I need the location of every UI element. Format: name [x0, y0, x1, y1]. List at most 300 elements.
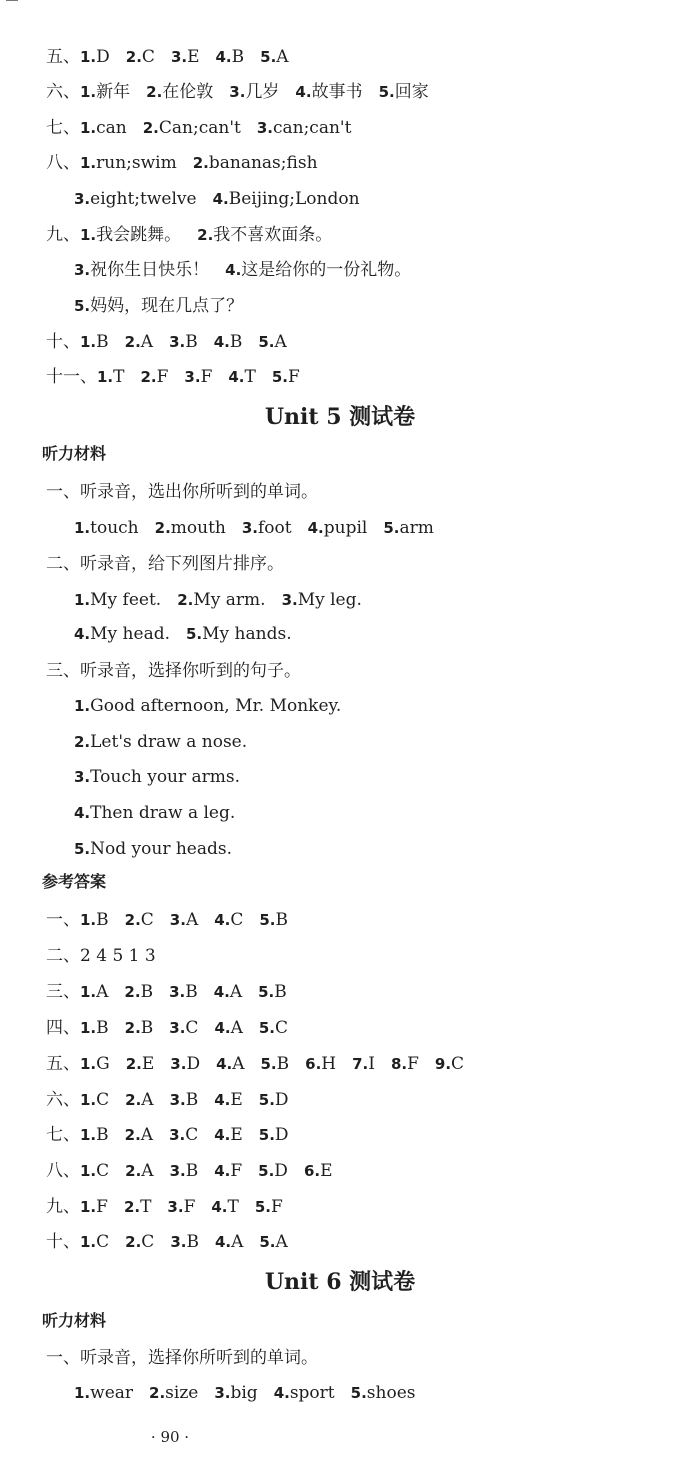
answer-item: [169, 327, 198, 357]
item-number: 4.: [307, 519, 324, 537]
answer-item: [125, 1120, 153, 1150]
answer-item: [80, 148, 177, 178]
listening-question: 一、听录音，选择你所听到的单词。: [46, 1348, 318, 1368]
item-number: 4.: [74, 625, 91, 643]
listening-question: 一、听录音，选出你所听到的单词。: [46, 482, 318, 502]
item-answer: C: [96, 1232, 110, 1252]
item-answer: B: [274, 982, 287, 1002]
item-answer: shoes: [366, 1383, 416, 1403]
unit6-title: Unit 6 测试卷: [264, 1269, 416, 1295]
item-answer: touch: [90, 518, 139, 538]
answer-item: [80, 77, 130, 107]
answer-item: [255, 1192, 283, 1222]
item-answer: B: [96, 1125, 109, 1145]
answer-item: [125, 905, 154, 935]
item-number: 5.: [383, 519, 400, 537]
answer-item: [74, 619, 170, 649]
item-number: 4.: [214, 1126, 231, 1144]
item-number: 1.: [80, 226, 97, 244]
item-number: 2.: [149, 1384, 166, 1402]
item-number: 3.: [241, 519, 259, 537]
answer-item: [214, 1120, 243, 1150]
item-answer: mouth: [170, 518, 226, 538]
answer-line: [46, 1085, 305, 1115]
item-number: 2.: [154, 519, 171, 537]
answer-item: [308, 513, 368, 543]
answer-item: [74, 255, 209, 285]
item-answer: Nod your heads.: [90, 839, 233, 859]
item-number: 4.: [212, 190, 229, 208]
item-answer: A: [232, 1054, 245, 1074]
item-answer: big: [230, 1383, 258, 1403]
item-number: 6.: [305, 1055, 322, 1073]
item-number: 4.: [273, 1384, 290, 1402]
answer-item: [305, 1049, 336, 1079]
answer-item: [170, 1049, 200, 1079]
item-answer: B: [140, 982, 154, 1002]
answer-item: [352, 1049, 375, 1079]
item-answer: C: [185, 1125, 199, 1145]
question-number: 七、: [46, 118, 80, 138]
answer-item: [216, 42, 245, 72]
item-answer: arm: [399, 518, 434, 538]
item-answer: 在伦敦: [162, 82, 214, 102]
item-answer: 2 4 5 1 3: [80, 946, 156, 966]
item-answer: E: [141, 1054, 155, 1074]
item-number: 2.: [197, 226, 214, 244]
question-number: 五、: [46, 47, 80, 67]
answer-item: [214, 977, 242, 1007]
answer-item: [80, 1049, 110, 1079]
item-number: 3.: [281, 591, 298, 609]
item-number: 3.: [214, 1384, 231, 1402]
question-number: 十、: [46, 332, 80, 352]
item-answer: B: [185, 332, 198, 352]
item-number: 5.: [74, 840, 91, 858]
answer-item: [80, 1156, 109, 1186]
question-number: 九、: [46, 1197, 80, 1217]
item-answer: Let's draw a nose.: [90, 732, 248, 752]
item-answer: A: [276, 47, 289, 67]
item-number: 4.: [215, 48, 232, 66]
item-answer: A: [231, 1232, 244, 1252]
item-answer: My head.: [90, 624, 170, 644]
answer-line: [74, 513, 450, 543]
item-number: 2.: [125, 1233, 142, 1251]
answer-item: [213, 184, 360, 214]
item-answer: 妈妈，现在几点了？: [90, 296, 244, 316]
item-number: 5.: [74, 297, 91, 315]
answer-item: [282, 585, 362, 615]
item-answer: 祝你生日快乐！: [90, 260, 210, 280]
item-answer: sport: [289, 1383, 335, 1403]
question-number: 七、: [46, 1125, 80, 1145]
answer-item: [259, 1013, 288, 1043]
item-number: 3.: [229, 83, 246, 101]
item-answer: C: [141, 47, 155, 67]
item-number: 3.: [169, 983, 186, 1001]
item-answer: C: [96, 1090, 110, 1110]
answer-item: [170, 1085, 199, 1115]
answer-item: [74, 585, 161, 615]
answer-item: [74, 762, 240, 792]
answer-item: [80, 905, 109, 935]
item-answer: H: [321, 1054, 337, 1074]
item-answer: C: [185, 1018, 199, 1038]
answer-item: [80, 327, 109, 357]
answer-item: [149, 1378, 198, 1408]
answer-line: [74, 798, 251, 828]
item-number: 2.: [140, 368, 157, 386]
answer-item: [258, 1156, 288, 1186]
item-number: 5.: [259, 1233, 276, 1251]
answer-item: [124, 1192, 151, 1222]
item-answer: E: [230, 1090, 243, 1110]
item-number: 4.: [214, 1233, 232, 1251]
item-number: 3.: [74, 190, 91, 208]
answer-item: [126, 42, 155, 72]
answer-line: [74, 834, 248, 864]
item-number: 5.: [378, 83, 395, 101]
item-number: 1.: [74, 697, 91, 715]
answer-line: [74, 1378, 431, 1408]
top-edge-mark: [6, 0, 18, 1]
answer-line: [74, 727, 263, 757]
item-number: 3.: [74, 768, 91, 786]
item-answer: foot: [258, 518, 292, 538]
answer-line: [46, 327, 303, 357]
answer-item: [274, 1378, 335, 1408]
item-number: 1.: [80, 1055, 97, 1073]
item-number: 9.: [434, 1055, 452, 1073]
item-number: 4.: [295, 83, 312, 101]
answer-line: [46, 42, 305, 72]
item-answer: Touch your arms.: [90, 767, 241, 787]
item-answer: wear: [90, 1383, 134, 1403]
answer-line: [46, 113, 367, 143]
item-number: 1.: [80, 1162, 97, 1180]
item-answer: bananas;fish: [208, 153, 318, 173]
item-answer: 故事书: [311, 82, 363, 102]
item-answer: B: [140, 1018, 154, 1038]
item-number: 2.: [124, 911, 141, 929]
item-answer: F: [230, 1161, 243, 1181]
item-answer: A: [229, 982, 243, 1002]
item-answer: T: [227, 1197, 239, 1217]
item-answer: B: [185, 1090, 199, 1110]
item-number: 3.: [170, 1055, 187, 1073]
item-answer: 新年: [96, 82, 131, 102]
answer-line: [46, 362, 316, 392]
question-number: 四、: [46, 1018, 80, 1038]
answer-item: [435, 1049, 464, 1079]
item-number: 3.: [169, 1162, 186, 1180]
answer-item: [229, 77, 279, 107]
answer-item: [259, 905, 288, 935]
item-number: 5.: [258, 1162, 275, 1180]
item-answer: T: [140, 1197, 152, 1217]
answer-item: [214, 1378, 257, 1408]
item-answer: 我会跳舞。: [96, 225, 182, 245]
item-number: 4.: [213, 333, 230, 351]
answer-item: [177, 585, 265, 615]
item-answer: B: [96, 910, 109, 930]
answer-item: [197, 220, 332, 250]
answer-item: [261, 1049, 290, 1079]
item-answer: Can;can't: [158, 118, 241, 138]
answer-item: [74, 691, 341, 721]
answer-line: [74, 762, 256, 792]
answer-item: [214, 905, 243, 935]
answer-line: [74, 291, 259, 321]
answer-item: [80, 1227, 109, 1257]
item-answer: B: [229, 332, 243, 352]
item-number: 1.: [80, 1091, 97, 1109]
answer-item: [214, 327, 243, 357]
answer-item: [211, 1192, 238, 1222]
item-answer: Beijing;London: [228, 189, 360, 209]
item-number: 4.: [214, 1162, 231, 1180]
question-number: 六、: [46, 1090, 80, 1110]
item-number: 2.: [125, 48, 142, 66]
item-number: 2.: [192, 154, 209, 172]
answer-item: [140, 362, 168, 392]
answer-line: [74, 255, 427, 285]
item-answer: B: [96, 332, 109, 352]
item-number: 5.: [258, 983, 275, 1001]
item-number: 3.: [167, 1198, 184, 1216]
item-answer: F: [183, 1197, 196, 1217]
item-number: 4.: [214, 911, 231, 929]
item-number: 1.: [80, 48, 97, 66]
answer-item: [170, 905, 198, 935]
question-number: 一、: [46, 910, 80, 930]
item-number: 5.: [259, 911, 276, 929]
item-answer: Good afternoon, Mr. Monkey.: [90, 696, 342, 716]
answer-item: [125, 327, 153, 357]
item-number: 4.: [228, 368, 245, 386]
item-answer: I: [368, 1054, 375, 1074]
answer-item: [97, 362, 124, 392]
answer-item: [167, 1192, 195, 1222]
answer-item: [351, 1378, 416, 1408]
answer-item: [125, 1013, 154, 1043]
question-number: 十一、: [46, 367, 97, 387]
item-number: 2.: [124, 333, 141, 351]
item-number: 2.: [123, 1198, 141, 1216]
item-answer: T: [244, 367, 256, 387]
unit5-listening-heading: 听力材料: [42, 444, 107, 463]
answer-line: [46, 220, 348, 250]
item-number: 2.: [125, 1091, 142, 1109]
item-answer: F: [287, 367, 300, 387]
item-number: 5.: [258, 1126, 275, 1144]
answer-item: [125, 1085, 153, 1115]
answer-item: [80, 1192, 108, 1222]
item-number: 5.: [258, 1091, 275, 1109]
item-number: 3.: [169, 1019, 186, 1037]
answer-item: [80, 113, 127, 143]
item-number: 5.: [350, 1384, 367, 1402]
answer-line: [46, 977, 303, 1007]
answer-item: [169, 1013, 198, 1043]
item-answer: F: [270, 1197, 283, 1217]
answer-item: [214, 1013, 242, 1043]
item-number: 5.: [260, 1055, 277, 1073]
item-answer: My feet.: [90, 590, 162, 610]
item-number: 5.: [254, 1198, 271, 1216]
item-answer: D: [274, 1161, 288, 1181]
answer-item: [74, 727, 247, 757]
item-number: 2.: [177, 591, 194, 609]
answer-item: [295, 77, 362, 107]
item-answer: 几岁: [245, 82, 280, 102]
item-number: 4.: [216, 1055, 233, 1073]
answer-line: [46, 1227, 304, 1257]
item-number: 1.: [80, 83, 97, 101]
answer-line: [46, 905, 304, 935]
answer-item: [74, 291, 243, 321]
item-number: 1.: [80, 154, 97, 172]
answer-line: [46, 1156, 349, 1186]
item-answer: G: [96, 1054, 110, 1074]
item-answer: B: [275, 910, 289, 930]
item-number: 3.: [184, 368, 201, 386]
answer-item: [258, 977, 287, 1007]
answer-item: [228, 362, 255, 392]
item-number: 3.: [170, 48, 188, 66]
item-answer: pupil: [323, 518, 368, 538]
item-answer: F: [156, 367, 169, 387]
item-number: 5.: [186, 625, 203, 643]
item-answer: 这是给你的一份礼物。: [241, 260, 412, 280]
item-answer: B: [231, 47, 245, 67]
answer-item: [379, 77, 429, 107]
page-number: · 90 ·: [150, 1428, 190, 1446]
answer-item: [170, 1156, 199, 1186]
unit5-title: Unit 5 测试卷: [264, 404, 416, 430]
item-answer: A: [96, 982, 109, 1002]
answer-item: [171, 42, 200, 72]
answer-item: [80, 941, 156, 971]
answer-item: [186, 619, 292, 649]
answer-line: [46, 1192, 299, 1222]
answer-item: [216, 1049, 244, 1079]
item-number: 2.: [146, 83, 163, 101]
item-answer: B: [185, 982, 198, 1002]
answer-item: [80, 977, 108, 1007]
item-answer: A: [185, 910, 199, 930]
item-number: 1.: [74, 519, 91, 537]
item-answer: F: [407, 1054, 419, 1074]
answer-line: [46, 941, 172, 971]
item-number: 2.: [142, 119, 159, 137]
item-number: 1.: [80, 1198, 97, 1216]
item-answer: 我不喜欢面条。: [213, 225, 333, 245]
answer-line: [74, 585, 378, 615]
answer-line: [74, 184, 376, 214]
listening-question: 三、听录音，选择你听到的句子。: [46, 661, 301, 681]
item-number: 4.: [214, 1019, 231, 1037]
item-number: 6.: [303, 1162, 321, 1180]
item-number: 1.: [97, 368, 114, 386]
item-number: 2.: [74, 733, 91, 751]
item-answer: C: [96, 1161, 110, 1181]
item-number: 3.: [169, 1091, 186, 1109]
answer-item: [74, 1378, 133, 1408]
item-answer: A: [274, 332, 287, 352]
item-answer: D: [274, 1125, 289, 1145]
unit5-answers-heading: 参考答案: [42, 872, 107, 891]
item-answer: C: [275, 1018, 289, 1038]
answer-item: [169, 1120, 198, 1150]
item-number: 1.: [80, 119, 97, 137]
question-number: 八、: [46, 153, 80, 173]
item-number: 4.: [225, 261, 242, 279]
answer-item: [214, 1156, 242, 1186]
answer-item: [80, 220, 181, 250]
item-number: 1.: [80, 911, 97, 929]
answer-item: [143, 113, 241, 143]
item-answer: Then draw a leg.: [90, 803, 236, 823]
answer-item: [225, 255, 411, 285]
item-number: 1.: [80, 1233, 97, 1251]
item-answer: can: [96, 118, 127, 138]
item-number: 7.: [352, 1055, 369, 1073]
item-answer: B: [186, 1232, 199, 1252]
answer-item: [272, 362, 300, 392]
question-number: 十、: [46, 1232, 80, 1252]
answer-line: [46, 1120, 305, 1150]
answer-item: [193, 148, 318, 178]
item-answer: B: [96, 1018, 109, 1038]
answer-item: [258, 327, 286, 357]
item-answer: C: [140, 910, 154, 930]
item-answer: D: [186, 1054, 201, 1074]
answer-line: [74, 691, 357, 721]
item-number: 5.: [258, 1019, 275, 1037]
item-answer: E: [320, 1161, 333, 1181]
answer-item: [80, 1013, 109, 1043]
answer-item: [80, 1120, 109, 1150]
answer-item: [257, 113, 352, 143]
question-number: 三、: [46, 982, 80, 1002]
answer-item: [304, 1156, 333, 1186]
item-answer: T: [113, 367, 125, 387]
item-number: 1.: [80, 1126, 97, 1144]
item-answer: B: [276, 1054, 290, 1074]
answer-line: [74, 619, 308, 649]
item-number: 2.: [125, 1055, 142, 1073]
item-number: 4.: [213, 983, 230, 1001]
answer-item: [155, 513, 226, 543]
answer-item: [74, 184, 197, 214]
item-number: 3.: [74, 261, 91, 279]
answer-item: [260, 42, 288, 72]
answer-item: [184, 362, 212, 392]
item-answer: E: [187, 47, 200, 67]
item-answer: 回家: [394, 82, 429, 102]
item-number: 1.: [74, 1384, 91, 1402]
item-answer: B: [185, 1161, 199, 1181]
item-number: 1.: [74, 591, 91, 609]
item-answer: A: [230, 1018, 243, 1038]
answer-item: [242, 513, 292, 543]
item-answer: F: [200, 367, 213, 387]
item-answer: My arm.: [193, 590, 266, 610]
answer-item: [215, 1227, 243, 1257]
answer-item: [259, 1227, 287, 1257]
